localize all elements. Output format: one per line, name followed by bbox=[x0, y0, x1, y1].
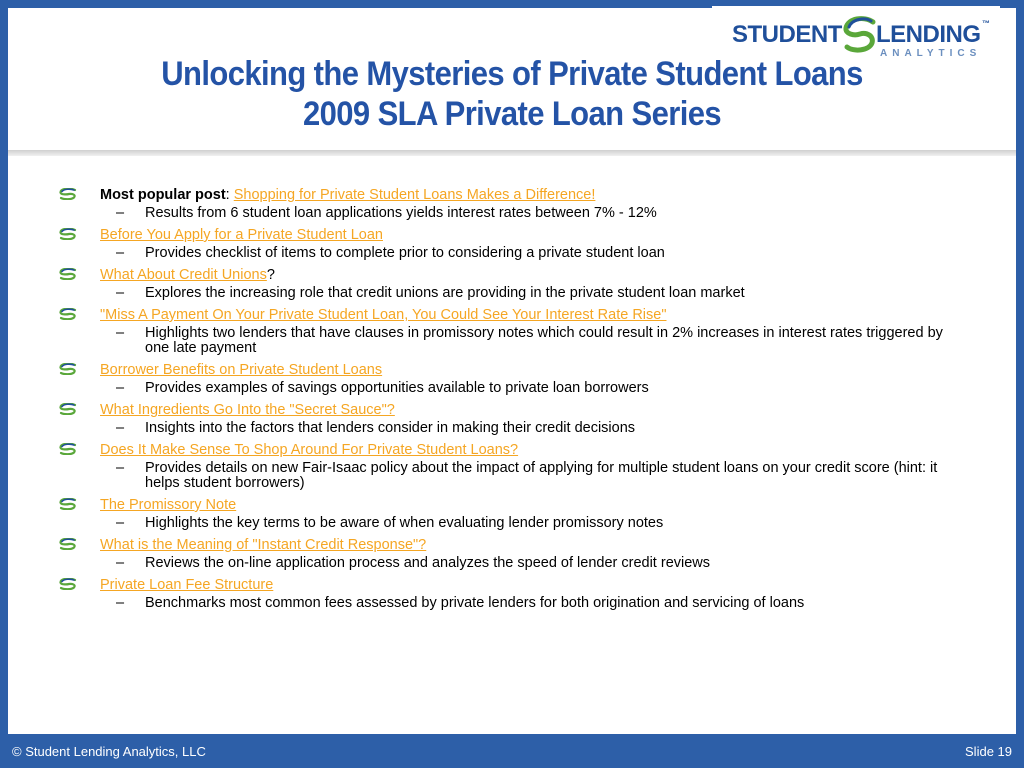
detail-text: Benchmarks most common fees assessed by private lenders for both origination and servicing of loans bbox=[145, 595, 805, 611]
article-link[interactable]: What is the Meaning of "Instant Credit Response"? bbox=[100, 537, 427, 553]
detail-text: Highlights two lenders that have clauses in promissory notes which could result in 2% increases in interest rates triggered by one late payment bbox=[145, 325, 943, 356]
article-link[interactable]: "Miss A Payment On Your Private Student Loan, You Could See Your Interest Rate Rise" bbox=[100, 307, 667, 323]
swirl-bullet-icon bbox=[58, 537, 78, 555]
swirl-bullet-icon bbox=[58, 307, 78, 325]
bullet-separator: : bbox=[225, 187, 234, 203]
logo-word-student: STUDENT bbox=[732, 21, 842, 48]
bullet-detail bbox=[58, 324, 958, 356]
bullet-detail bbox=[58, 244, 958, 261]
detail-text: Highlights the key terms to be aware of when evaluating lender promissory notes bbox=[145, 515, 664, 531]
dash-marker: – bbox=[116, 325, 125, 341]
article-link[interactable]: Shopping for Private Student Loans Makes a Difference! bbox=[233, 187, 596, 203]
bullet-detail bbox=[58, 594, 958, 611]
detail-text: Provides checklist of items to complete prior to considering a private student loan bbox=[145, 245, 665, 261]
logo-tagline: ANALYTICS bbox=[880, 48, 982, 59]
bullet-detail bbox=[58, 284, 958, 301]
article-link[interactable]: Before You Apply for a Private Student Loan bbox=[100, 227, 383, 243]
dash-marker: – bbox=[116, 205, 125, 221]
bullet-detail bbox=[58, 204, 958, 221]
bullet-item bbox=[58, 536, 958, 571]
bullet-detail bbox=[58, 419, 958, 436]
bullet-prefix: Most popular post bbox=[100, 187, 226, 203]
bullet-item bbox=[58, 401, 958, 436]
footer-copyright: © Student Lending Analytics, LLC bbox=[12, 744, 206, 759]
detail-text: Insights into the factors that lenders consider in making their credit decisions bbox=[145, 420, 636, 436]
bullet-heading bbox=[58, 536, 958, 554]
dash-marker: – bbox=[116, 555, 125, 571]
bullet-item bbox=[58, 226, 958, 261]
bullet-heading bbox=[58, 186, 958, 204]
bullet-heading bbox=[58, 576, 958, 594]
detail-text: Provides details on new Fair-Isaac policy about the impact of applying for multiple student loans on your credit score (hint: it helps student borrowers) bbox=[145, 460, 938, 491]
slide-title: Unlocking the Mysteries of Private Student Loans bbox=[161, 54, 863, 93]
swirl-bullet-icon bbox=[58, 402, 78, 420]
slide-number: Slide 19 bbox=[965, 744, 1012, 759]
bullet-heading bbox=[58, 226, 958, 244]
article-link[interactable]: What About Credit Unions bbox=[100, 267, 267, 283]
article-link[interactable]: Private Loan Fee Structure bbox=[100, 577, 274, 593]
detail-text: Provides examples of savings opportunities available to private loan borrowers bbox=[145, 380, 649, 396]
logo-word-lending: LENDING bbox=[876, 21, 981, 48]
dash-marker: – bbox=[116, 380, 125, 396]
bullet-item bbox=[58, 576, 958, 611]
swirl-bullet-icon bbox=[58, 187, 78, 205]
logo-swirl-icon bbox=[840, 14, 880, 54]
bullet-item bbox=[58, 266, 958, 301]
article-link[interactable]: What Ingredients Go Into the "Secret Sauce"? bbox=[100, 402, 395, 418]
bullet-list bbox=[58, 186, 958, 616]
bullet-item bbox=[58, 361, 958, 396]
article-link[interactable]: Borrower Benefits on Private Student Loans bbox=[100, 362, 383, 378]
bullet-heading bbox=[58, 441, 958, 459]
logo-trademark: ™ bbox=[982, 19, 990, 28]
swirl-bullet-icon bbox=[58, 227, 78, 245]
bullet-heading bbox=[58, 306, 958, 324]
footer-bar bbox=[0, 734, 1024, 768]
bullet-heading bbox=[58, 401, 958, 419]
bullet-suffix: ? bbox=[266, 267, 275, 283]
swirl-bullet-icon bbox=[58, 497, 78, 515]
bullet-heading bbox=[58, 496, 958, 514]
slide-subtitle: 2009 SLA Private Loan Series bbox=[303, 94, 721, 133]
article-link[interactable]: The Promissory Note bbox=[100, 497, 237, 513]
title-divider bbox=[8, 150, 1016, 156]
bullet-detail bbox=[58, 514, 958, 531]
bullet-heading bbox=[58, 361, 958, 379]
dash-marker: – bbox=[116, 515, 125, 531]
dash-marker: – bbox=[116, 285, 125, 301]
bullet-item bbox=[58, 306, 958, 356]
dash-marker: – bbox=[116, 420, 125, 436]
swirl-bullet-icon bbox=[58, 577, 78, 595]
bullet-item bbox=[58, 186, 958, 221]
detail-text: Results from 6 student loan applications yields interest rates between 7% - 12% bbox=[145, 205, 657, 221]
dash-marker: – bbox=[116, 245, 125, 261]
swirl-bullet-icon bbox=[58, 442, 78, 460]
swirl-bullet-icon bbox=[58, 267, 78, 285]
dash-marker: – bbox=[116, 595, 125, 611]
bullet-detail bbox=[58, 379, 958, 396]
bullet-detail bbox=[58, 554, 958, 571]
bullet-item bbox=[58, 441, 958, 491]
bullet-item bbox=[58, 496, 958, 531]
bullet-detail bbox=[58, 459, 958, 491]
detail-text: Explores the increasing role that credit unions are providing in the private student loan market bbox=[145, 285, 745, 301]
detail-text: Reviews the on-line application process and analyzes the speed of lender credit reviews bbox=[145, 555, 711, 571]
article-link[interactable]: Does It Make Sense To Shop Around For Private Student Loans? bbox=[100, 442, 519, 458]
bullet-heading bbox=[58, 266, 958, 284]
swirl-bullet-icon bbox=[58, 362, 78, 380]
dash-marker: – bbox=[116, 460, 125, 476]
